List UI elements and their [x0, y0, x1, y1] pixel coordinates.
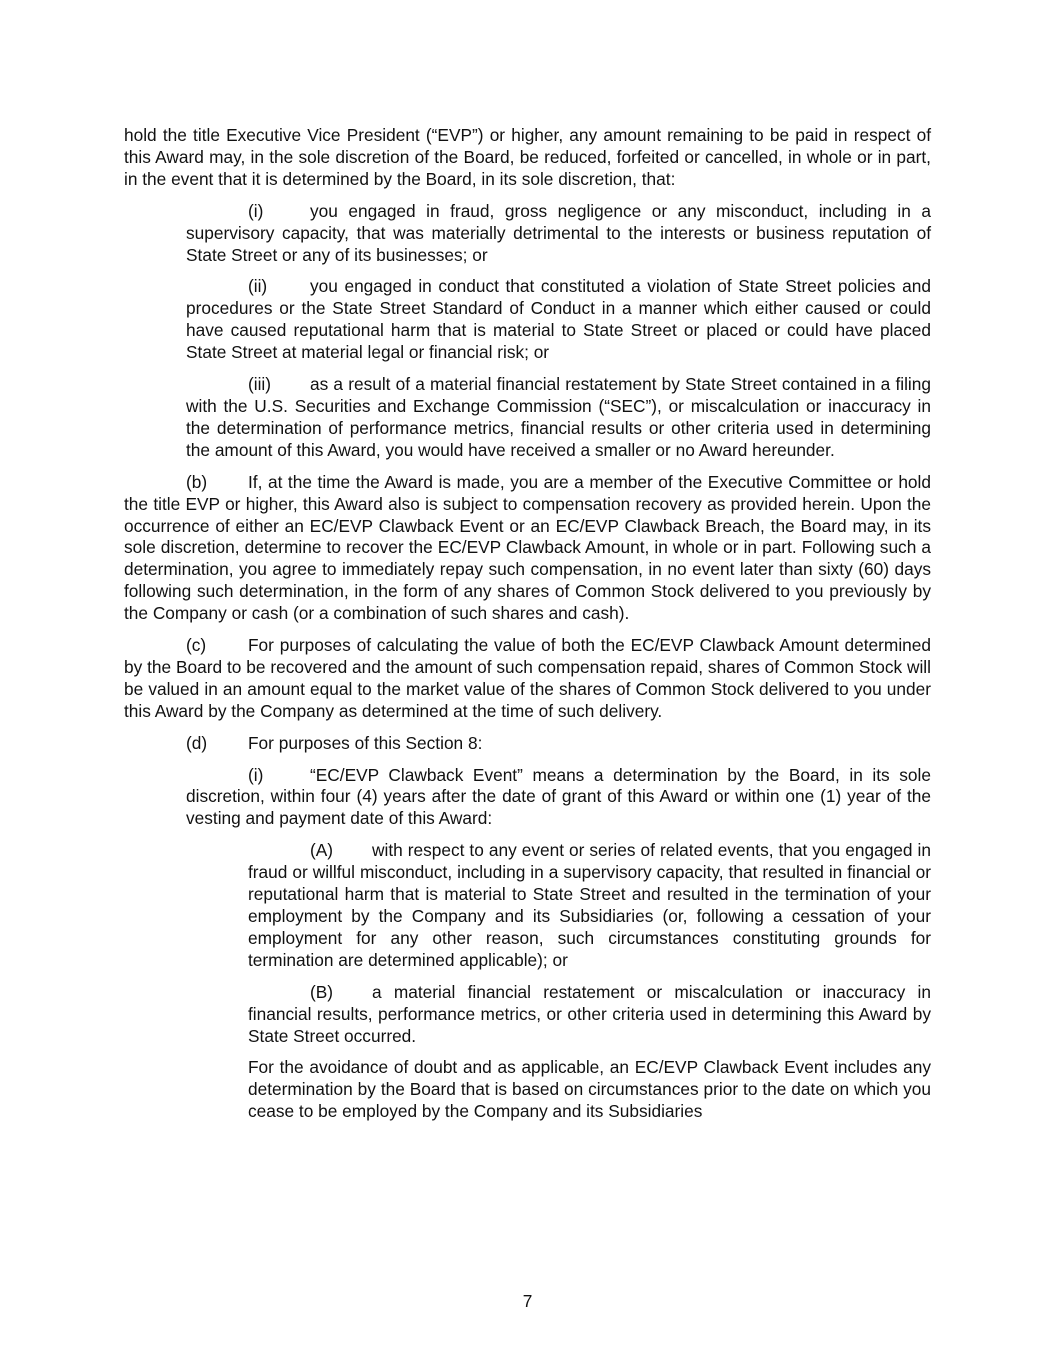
- paragraph-text: For purposes of this Section 8:: [248, 732, 483, 753]
- clause-text: as a result of a material financial restatement by State Street contained in a filing with the U.S. Securities and Exchange Commission (“SEC”), or miscalculation or inaccuracy in the determination of performance metrics, financial results or other criteria used in determining the amount of this Award, you would have received a smaller or no Award hereunder.: [186, 374, 931, 460]
- clause-iii: [186, 374, 931, 462]
- intro-paragraph: hold the title Executive Vice President (“EVP”) or higher, any amount remaining to be paid in respect of this Award may, in the sole discretion of the Board, be reduced, forfeited or cancelled, in whole or in part, in the event that it is determined by the Board, in its sole discretion, that:: [124, 125, 931, 189]
- closing-paragraph: For the avoidance of doubt and as applicable, an EC/EVP Clawback Event includes any determination by the Board that is based on circumstances prior to the date on which you cease to be employed by the Company and its Subsidiaries: [248, 1057, 931, 1122]
- paragraph-label: (b): [186, 471, 208, 492]
- item-text: a material financial restatement or miscalculation or inaccuracy in financial results, performance metrics, or other criteria used in determining this Award by State Street occurred.: [248, 981, 931, 1046]
- clause-label: (ii): [248, 276, 268, 297]
- paragraph-c: [124, 635, 931, 723]
- paragraph-label: (c): [186, 635, 207, 656]
- definition-item-b: [248, 982, 931, 1048]
- paragraph-b: [124, 472, 931, 625]
- paragraph-label: (d): [186, 732, 208, 753]
- clause-i: [186, 201, 931, 267]
- item-label: (B): [310, 981, 334, 1002]
- clause-label: (i): [248, 200, 264, 221]
- clause-text: you engaged in conduct that constituted a violation of State Street policies and procedures or the State Street Standard of Conduct in a manner which either caused or could have caused reputational harm that is material to State Street or placed or could have placed State Street at material legal or financial risk; or: [186, 276, 931, 363]
- page-number: 7: [522, 1291, 533, 1311]
- paragraph-text: If, at the time the Award is made, you are a member of the Executive Committee or hold the title EVP or higher, this Award also is subject to compensation recovery as provided herein. Upon the occurrence of either an EC/EVP Clawback Event or an EC/EVP Clawback Breach, the Board may, in its sole discretion, determine to recover the EC/EVP Clawback Amount, in whole or in part. Following such a determination, you agree to immediately repay such compensation, in no event later than sixty (60) days following such determination, in the form of any shares of Common Stock delivered to you previously by the Company or cash (or a combination of such shares and cash).: [124, 471, 931, 624]
- paragraph-text: For purposes of calculating the value of both the EC/EVP Clawback Amount determined by the Board to be recovered and the amount of such compensation repaid, shares of Common Stock will be valued in an amount equal to the market value of the shares of Common Stock delivered to you under this Award by the Company as determined at the time of such delivery.: [124, 635, 931, 721]
- item-text: with respect to any event or series of related events, that you engaged in fraud or willful misconduct, including in a supervisory capacity, that resulted in financial or reputational harm that is material to State Street and resulted in the termination of your employment by the Company and its Subsidiaries (or, following a cessation of your employment for any other reason, such circumstances constituting grounds for termination are determined applicable); or: [248, 840, 931, 970]
- document-page: [124, 125, 931, 1133]
- paragraph-d: [186, 733, 931, 755]
- clause-text: you engaged in fraud, gross negligence or any misconduct, including in a supervisory capacity, that was materially detrimental to the interests or business reputation of State Street or any of its businesses; or: [186, 200, 931, 265]
- definition-label: (i): [248, 764, 264, 785]
- item-label: (A): [310, 840, 334, 861]
- clause-label: (iii): [248, 374, 272, 395]
- definition-i: [186, 765, 931, 831]
- definition-item-a: [248, 840, 931, 971]
- clause-ii: [186, 276, 931, 364]
- definition-text: “EC/EVP Clawback Event” means a determination by the Board, in its sole discretion, within four (4) years after the date of grant of this Award or within one (1) year of the vesting and payment date of this Award:: [186, 764, 931, 829]
